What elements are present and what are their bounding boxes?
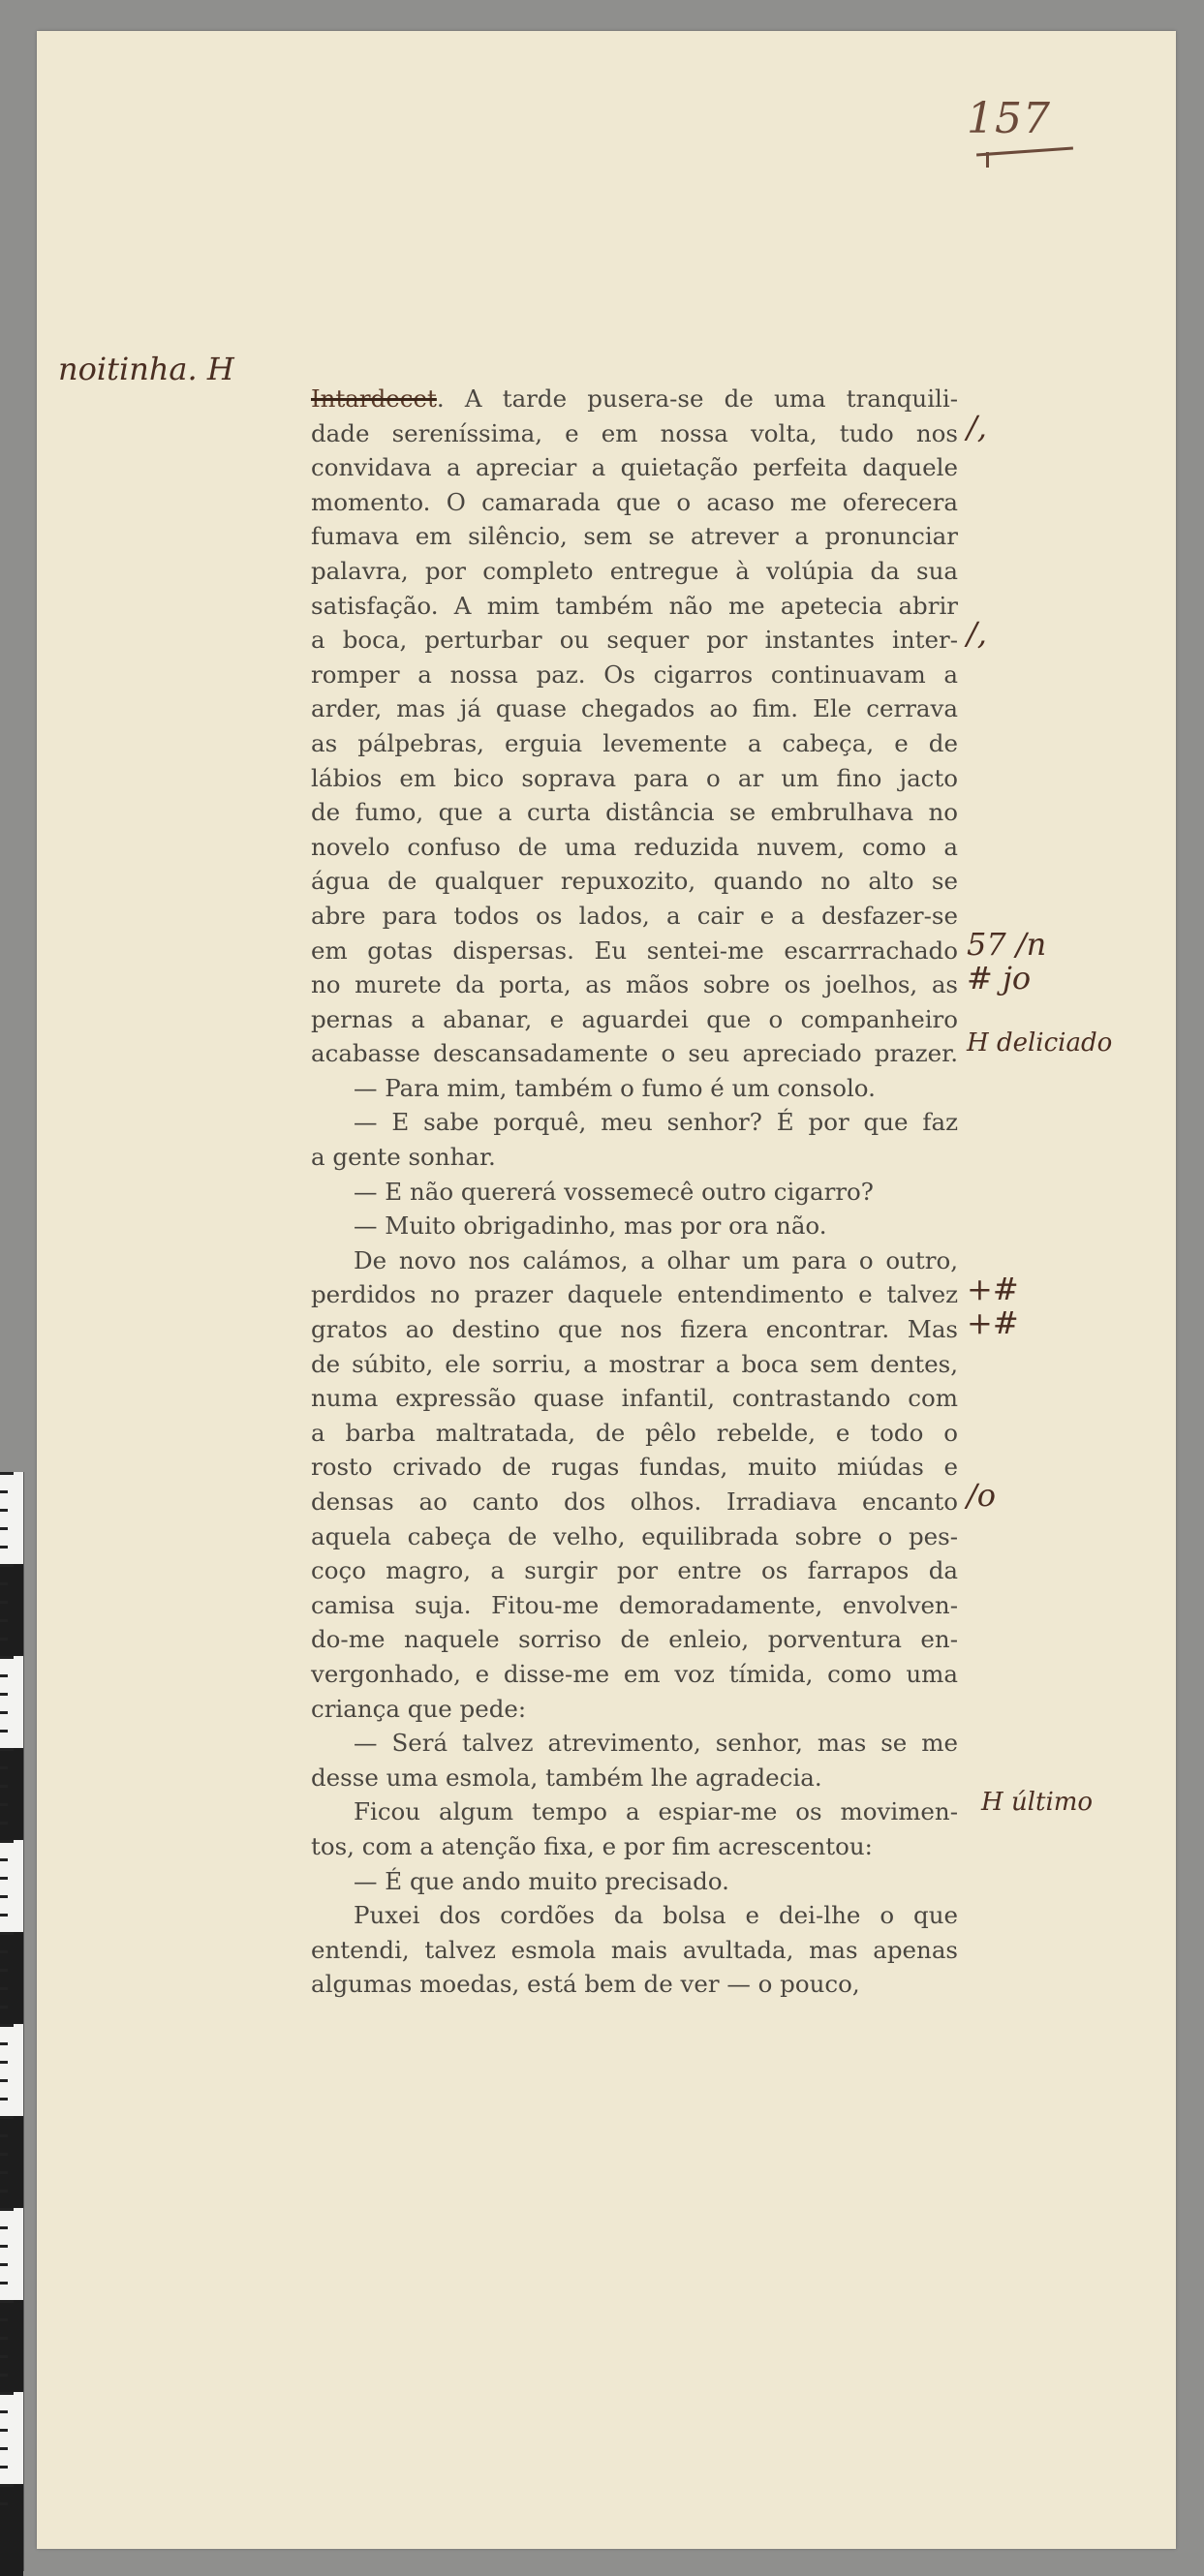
text-line: rosto crivado de rugas fundas, muito miúdas e xyxy=(311,1453,958,1482)
ruler-segment xyxy=(0,1748,23,1840)
ruler-tick xyxy=(0,2134,8,2137)
ruler-tick xyxy=(0,2061,8,2064)
ruler-tick xyxy=(0,2226,8,2229)
text-line: romper a nossa paz. Os cigarros continuavam a xyxy=(311,659,958,689)
ruler-tick xyxy=(0,2318,8,2321)
ruler-tick xyxy=(0,2006,8,2009)
ruler-tick xyxy=(0,1969,8,1972)
ruler-tick xyxy=(0,2282,8,2285)
ruler-tick xyxy=(0,1766,8,1769)
text-line: a boca, perturbar ou sequer por instantes inter- xyxy=(311,626,958,655)
ruler-tick xyxy=(0,2116,14,2119)
text-line: vergonhado, e disse-me em voz tímida, como uma xyxy=(311,1659,958,1688)
ruler-tick xyxy=(0,2374,8,2377)
ruler-tick xyxy=(0,1895,8,1898)
ruler-tick xyxy=(0,2429,8,2432)
ruler-tick xyxy=(0,2447,8,2450)
ruler-tick xyxy=(0,2502,8,2505)
ruler-tick xyxy=(0,2153,8,2156)
ruler-tick xyxy=(0,1822,8,1825)
text-line: momento. O camarada que o acaso me oferecera xyxy=(311,487,958,516)
ruler-tick xyxy=(0,1546,8,1549)
ruler-segment xyxy=(0,2484,23,2576)
ruler-tick xyxy=(0,1564,14,1567)
ruler-tick xyxy=(0,2466,8,2469)
text-line: água de qualquer repuxozito, quando no alto se xyxy=(311,867,958,896)
ruler-tick xyxy=(0,1932,14,1935)
ruler-tick xyxy=(0,2208,14,2211)
right-margin-note: H último xyxy=(981,1787,1094,1817)
folio-underline xyxy=(976,147,1073,157)
ruler-tick xyxy=(0,1858,8,1861)
ruler-segment xyxy=(0,2116,23,2208)
text-line: coço magro, a surgir por entre os farrapos da xyxy=(311,1556,958,1585)
ruler-tick xyxy=(0,2355,8,2358)
ruler-tick xyxy=(0,1656,14,1659)
text-line: Puxei dos cordões da bolsa e dei-lhe o que xyxy=(354,1901,958,1930)
ruler-segment xyxy=(0,1564,23,1656)
text-line: abre para todos os lados, a cair e a desfazer-se xyxy=(311,901,958,930)
ruler-tick xyxy=(0,1877,8,1880)
ruler-tick xyxy=(0,1950,8,1953)
right-margin-note: /, xyxy=(967,408,987,445)
ruler-tick xyxy=(0,1785,8,1788)
text-line: perdidos no prazer daquele entendimento e talvez xyxy=(311,1280,958,1309)
text-line: fumava em silêncio, sem se atrever a pronunciar xyxy=(311,522,958,551)
text-line: desse uma esmola, também lhe agradecia. xyxy=(311,1763,822,1792)
text-line: convidava a apreciar a quietação perfeita daquele xyxy=(311,453,958,482)
ruler-tick xyxy=(0,1509,8,1512)
ruler-tick xyxy=(0,2392,14,2395)
text-line: gratos ao destino que nos fizera encontrar. Mas xyxy=(311,1315,958,1344)
text-line: novelo confuso de uma reduzida nuvem, como a xyxy=(311,832,958,861)
text-line: Ficou algum tempo a espiar-me os movimen- xyxy=(354,1797,958,1826)
ruler-tick xyxy=(0,2245,8,2248)
text-line: criança que pede: xyxy=(311,1694,527,1723)
ruler-tick xyxy=(0,1472,14,1475)
text-line: — Para mim, também o fumo é um consolo. xyxy=(354,1073,876,1102)
right-margin-note: 57 /n xyxy=(967,925,1047,963)
text-line: camisa suja. Fitou-me demoradamente, envolven- xyxy=(311,1590,958,1619)
folio-number-text: 157 xyxy=(967,94,1051,143)
text-line: entendi, talvez esmola mais avultada, mas apenas xyxy=(311,1935,958,1964)
ruler-tick xyxy=(0,1730,8,1733)
ruler-tick xyxy=(0,1638,8,1641)
text-line: aquela cabeça de velho, equilibrada sobre o pes- xyxy=(311,1521,958,1550)
ruler-segment xyxy=(0,1932,23,2024)
text-line: de súbito, ele sorriu, a mostrar a boca sem dentes, xyxy=(311,1349,958,1378)
text-line: — É que ando muito precisado. xyxy=(354,1866,729,1895)
left-margin-note: noitinha. H xyxy=(58,351,234,387)
ruler-tick xyxy=(0,1693,8,1696)
ruler-tick xyxy=(0,2263,8,2266)
ruler-tick xyxy=(0,2300,14,2303)
right-margin-note: +# xyxy=(967,1304,1019,1342)
ruler-tick xyxy=(0,1582,8,1585)
text-line: — E não quererá vossemecê outro cigarro? xyxy=(354,1177,874,1206)
typed-text-body xyxy=(311,382,958,2002)
ruler-tick xyxy=(0,1490,8,1493)
ruler-tick xyxy=(0,2042,8,2045)
ruler-tick xyxy=(0,1711,8,1714)
ruler-tick xyxy=(0,1674,8,1677)
text-line: de fumo, que a curta distância se embrulhava no xyxy=(311,798,958,827)
ruler-tick xyxy=(0,2484,14,2487)
text-line: acabasse descansadamente o seu apreciado prazer. xyxy=(311,1039,958,1068)
ruler-tick xyxy=(0,1840,14,1843)
right-margin-note: +# xyxy=(967,1270,1019,1307)
text-line: as pálpebras, erguia levemente a cabeça, e de xyxy=(311,728,958,757)
right-margin-note: H deliciado xyxy=(967,1028,1113,1058)
ruler-segment xyxy=(0,2300,23,2392)
text-line: no murete da porta, as mãos sobre os joelhos, as xyxy=(311,970,958,999)
text-line: algumas moedas, está bem de ver — o pouco, xyxy=(311,1970,860,1999)
ruler-tick xyxy=(0,1914,8,1917)
text-line: satisfação. A mim também não me apetecia abrir xyxy=(311,591,958,620)
text-line: lábios em bico soprava para o ar um fino jacto xyxy=(311,763,958,792)
ruler-tick xyxy=(0,2410,8,2413)
ruler-tick xyxy=(0,2024,14,2027)
text-line: — Será talvez atrevimento, senhor, mas se me xyxy=(354,1729,958,1758)
right-margin-note: # jo xyxy=(967,960,1032,997)
ruler-tick xyxy=(0,1619,8,1622)
right-margin-note: /o xyxy=(967,1477,997,1515)
ruler-tick xyxy=(0,2190,8,2193)
ruler-tick xyxy=(0,2337,8,2340)
text-line: pernas a abanar, e aguardei que o companheiro xyxy=(311,1004,958,1033)
right-margin-note: /, xyxy=(967,615,987,653)
text-line: numa expressão quase infantil, contrastando com xyxy=(311,1384,958,1413)
folio-number xyxy=(967,94,1083,162)
ruler-tick xyxy=(0,1748,14,1751)
ruler-tick xyxy=(0,1527,8,1530)
text-line: dade sereníssima, e em nossa volta, tudo nos xyxy=(311,418,958,447)
text-line: em gotas dispersas. Eu sentei-me escarrrachado xyxy=(311,935,958,965)
text-line: tos, com a atenção fixa, e por fim acrescentou: xyxy=(311,1831,873,1860)
scale-ruler xyxy=(0,1472,24,2571)
ruler-tick xyxy=(0,2079,8,2082)
text-line: densas ao canto dos olhos. Irradiava encanto xyxy=(311,1487,958,1516)
text-line: do-me naquele sorriso de enleio, porventura en- xyxy=(311,1625,958,1654)
ruler-tick xyxy=(0,1803,8,1806)
text-line: a barba maltratada, de pêlo rebelde, e todo o xyxy=(311,1418,958,1447)
ruler-tick xyxy=(0,1987,8,1990)
ruler-tick xyxy=(0,2098,8,2101)
text-line: De novo nos calámos, a olhar um para o outro, xyxy=(354,1245,958,1274)
ruler-tick xyxy=(0,2171,8,2174)
ruler-tick xyxy=(0,1601,8,1604)
text-line: palavra, por completo entregue à volúpia da sua xyxy=(311,556,958,585)
text-line: Intardecet. A tarde pusera-se de uma tranquili- xyxy=(311,384,958,413)
text-line: a gente sonhar. xyxy=(311,1143,496,1172)
text-line: arder, mas já quase chegados ao fim. Ele cerrava xyxy=(311,694,958,723)
text-line: — Muito obrigadinho, mas por ora não. xyxy=(354,1211,827,1241)
folio-underline-tick xyxy=(986,152,989,168)
manuscript-page xyxy=(37,31,1176,2549)
text-line: — E sabe porquê, meu senhor? É por que faz xyxy=(354,1108,958,1137)
